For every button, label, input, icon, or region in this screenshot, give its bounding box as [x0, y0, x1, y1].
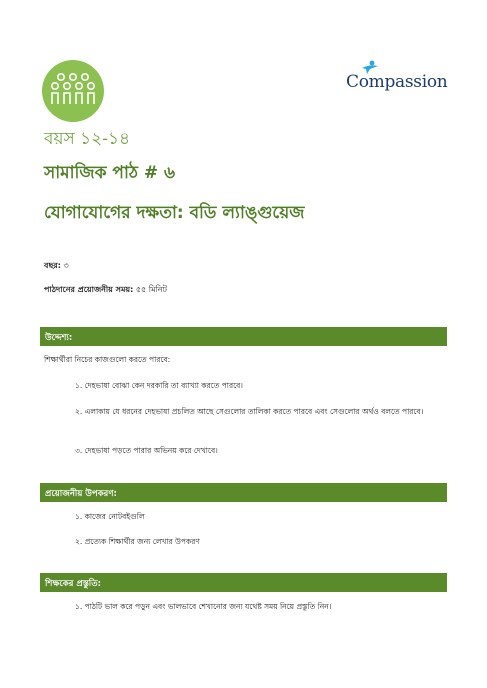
material-item: ২. প্রত্যেক শিক্ষার্থীর জন্য লেখার উপকরণ — [75, 537, 200, 546]
materials-header: প্রয়োজনীয় উপকরণ: — [40, 483, 447, 502]
time-label: পাঠদানের প্রয়োজনীয় সময়: — [44, 285, 134, 294]
brand-name: Compassion — [346, 72, 448, 92]
year-line — [44, 260, 69, 273]
time-line — [44, 284, 167, 297]
compassion-logo — [346, 60, 446, 100]
year-value: ৩ — [63, 261, 69, 270]
program-logo — [42, 60, 104, 122]
objective-item: ২. এলাকায় যে ধরনের দেহভাষা প্রচলিত আছে সেগুলোর তালিকা করতে পারবে এবং সেগুলোর অর্থও বলতে পারবে। — [75, 407, 424, 416]
objective-item: ১. দেহভাষা বোঝা কেন দরকারি তা ব্যাখ্যা করতে পারবে। — [75, 381, 243, 390]
lesson-title: সামাজিক পাঠ # ৬ — [44, 163, 176, 183]
objectives-intro: শিক্ষার্থীরা নিচের কাজগুলো করতে পারবে: — [44, 355, 171, 364]
objectives-header: উদ্দেশ্য: — [40, 327, 447, 346]
age-range: বয়স ১২-১৪ — [44, 129, 131, 149]
prep-item: ১. পাঠটি ভাল করে পড়ুন এবং ভালভাবে শেখানোর জন্য যথেষ্ট সময় নিয়ে প্রস্তুতি নিন। — [75, 602, 332, 611]
time-value: ৫৫ মিনিট — [135, 285, 167, 294]
material-item: ১. কাজের নোটবইগুলি — [75, 512, 145, 521]
group-people-icon — [42, 60, 104, 122]
objective-item: ৩. দেহভাষা পড়তে পারার অভিনয় করে দেখাবে। — [75, 446, 218, 455]
topic-title: যোগাযোগের দক্ষতা: বডি ল্যাঙ্গুয়েজ — [44, 203, 305, 223]
teacher-prep-header: শিক্ষকের প্রস্তুতি: — [40, 573, 447, 592]
year-label: বছর: — [44, 261, 61, 270]
